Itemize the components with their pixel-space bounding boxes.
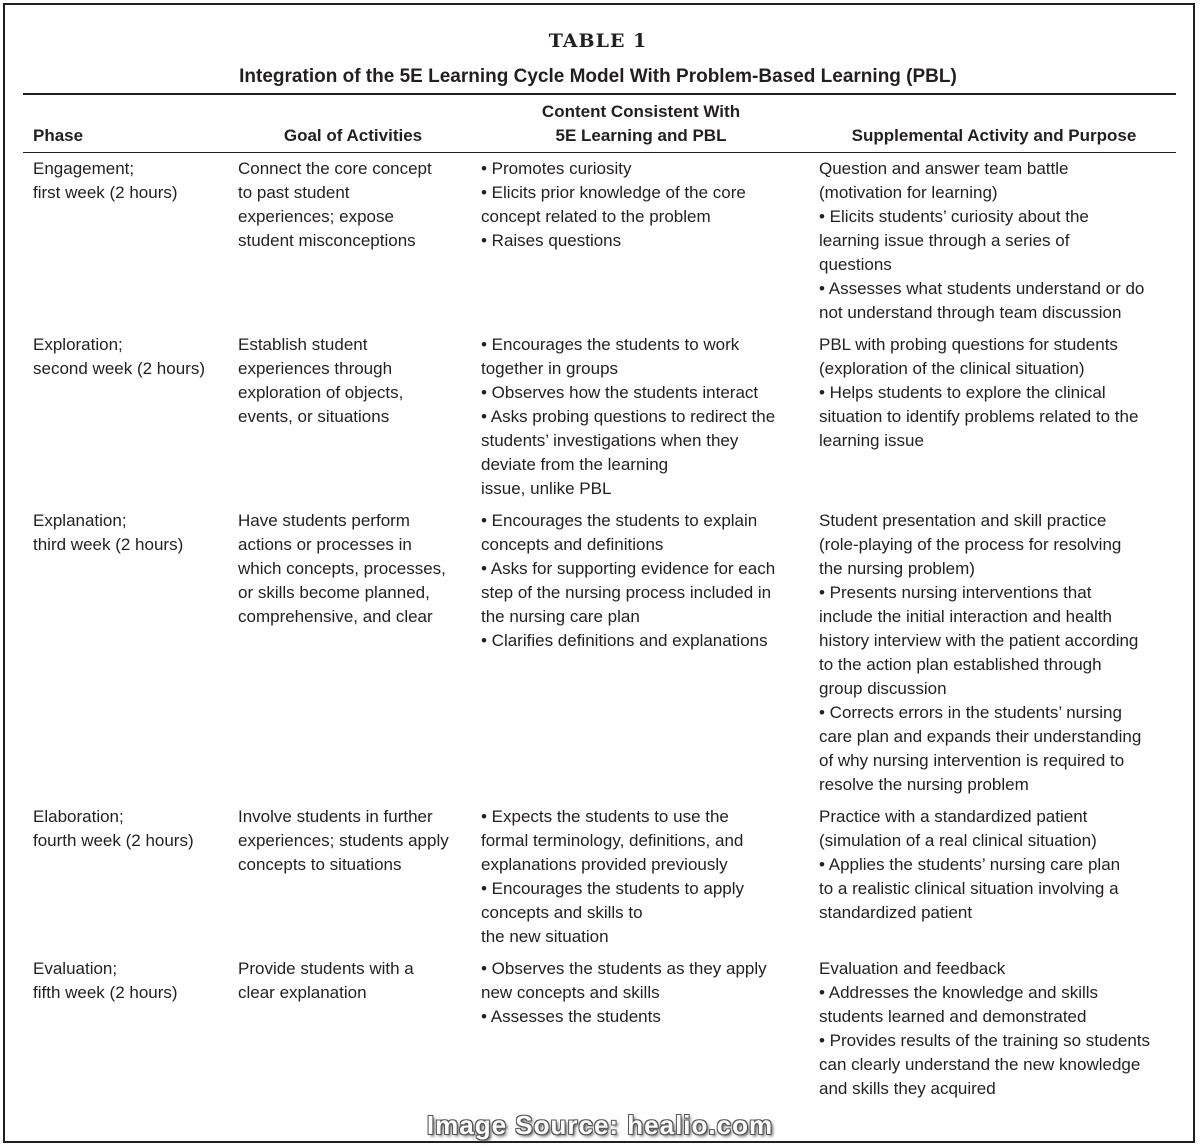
header-rule bbox=[23, 152, 1176, 153]
row-exploration-goal: Establish student experiences through exploration of objects, events, or situations bbox=[238, 335, 404, 426]
header-content: Content Consistent With 5E Learning and PBL bbox=[541, 102, 741, 145]
row-exploration-supplemental: PBL with probing questions for students (exploration of the clinical situation) • Helps students to explore the clinical situation to identify problems related to the learning issue bbox=[819, 335, 1139, 450]
row-engagement-phase: Engagement; first week (2 hours) bbox=[33, 159, 178, 202]
row-evaluation-phase: Evaluation; fifth week (2 hours) bbox=[33, 959, 178, 1002]
image-source-watermark: Image Source: healio.com bbox=[426, 1110, 774, 1140]
row-engagement-goal: Connect the core concept to past student experiences; expose student misconceptions bbox=[238, 159, 432, 250]
row-engagement-supplemental: Question and answer team battle (motivation for learning) • Elicits students’ curiosity about the learning issue through a series of questions • Assesses what students understand or do not understand through team discussion bbox=[819, 159, 1145, 322]
row-exploration-phase: Exploration; second week (2 hours) bbox=[33, 335, 205, 378]
row-elaboration-phase: Elaboration; fourth week (2 hours) bbox=[33, 807, 194, 850]
row-engagement-content: • Promotes curiosity • Elicits prior knowledge of the core concept related to the problem • Raises questions bbox=[481, 159, 746, 250]
row-elaboration-content: • Expects the students to use the formal terminology, definitions, and explanations provided previously • Encourages the students to apply concepts and skills to the new situation bbox=[481, 807, 745, 946]
header-goal: Goal of Activities bbox=[283, 126, 423, 145]
header-phase: Phase bbox=[33, 126, 84, 145]
table-title: Integration of the 5E Learning Cycle Model With Problem-Based Learning (PBL) bbox=[239, 66, 957, 87]
row-explanation-phase: Explanation; third week (2 hours) bbox=[33, 511, 184, 554]
table-label: TABLE 1 bbox=[548, 30, 648, 52]
row-elaboration-supplemental: Practice with a standardized patient (simulation of a real clinical situation) • Applies the students’ nursing care plan to a realistic clinical situation involving a standardized patient bbox=[819, 807, 1121, 922]
row-elaboration-goal: Involve students in further experiences; students apply concepts to situations bbox=[238, 807, 449, 874]
row-evaluation-content: • Observes the students as they apply new concepts and skills • Assesses the students bbox=[481, 959, 767, 1026]
row-explanation-content: • Encourages the students to explain concepts and definitions • Asks for supporting evidence for each step of the nursing process included in the nursing care plan • Clarifies definitions and explanations bbox=[481, 511, 776, 650]
row-explanation-goal: Have students perform actions or processes in which concepts, processes, or skills become planned, comprehensive, and clear bbox=[238, 511, 446, 626]
row-evaluation-goal: Provide students with a clear explanation bbox=[238, 959, 414, 1002]
header-supplemental: Supplemental Activity and Purpose bbox=[851, 126, 1137, 145]
top-rule bbox=[23, 93, 1176, 95]
row-explanation-supplemental: Student presentation and skill practice (role-playing of the process for resolving the nursing problem) • Presents nursing interventions that include the initial interaction and health history interview with the patient according to the action plan established through group discussion • Corrects errors in the students’ nursing care plan and expands their understanding of why nursing intervention is required to resolve the nursing problem bbox=[819, 511, 1142, 794]
row-exploration-content: • Encourages the students to work together in groups • Observes how the students interact • Asks probing questions to redirect the students’ investigations when they deviate from the learning issue, unlike PBL bbox=[481, 335, 776, 498]
row-evaluation-supplemental: Evaluation and feedback • Addresses the knowledge and skills students learned and demonstrated • Provides results of the training so students can clearly understand the new knowledge and skills they acquired bbox=[819, 959, 1151, 1098]
